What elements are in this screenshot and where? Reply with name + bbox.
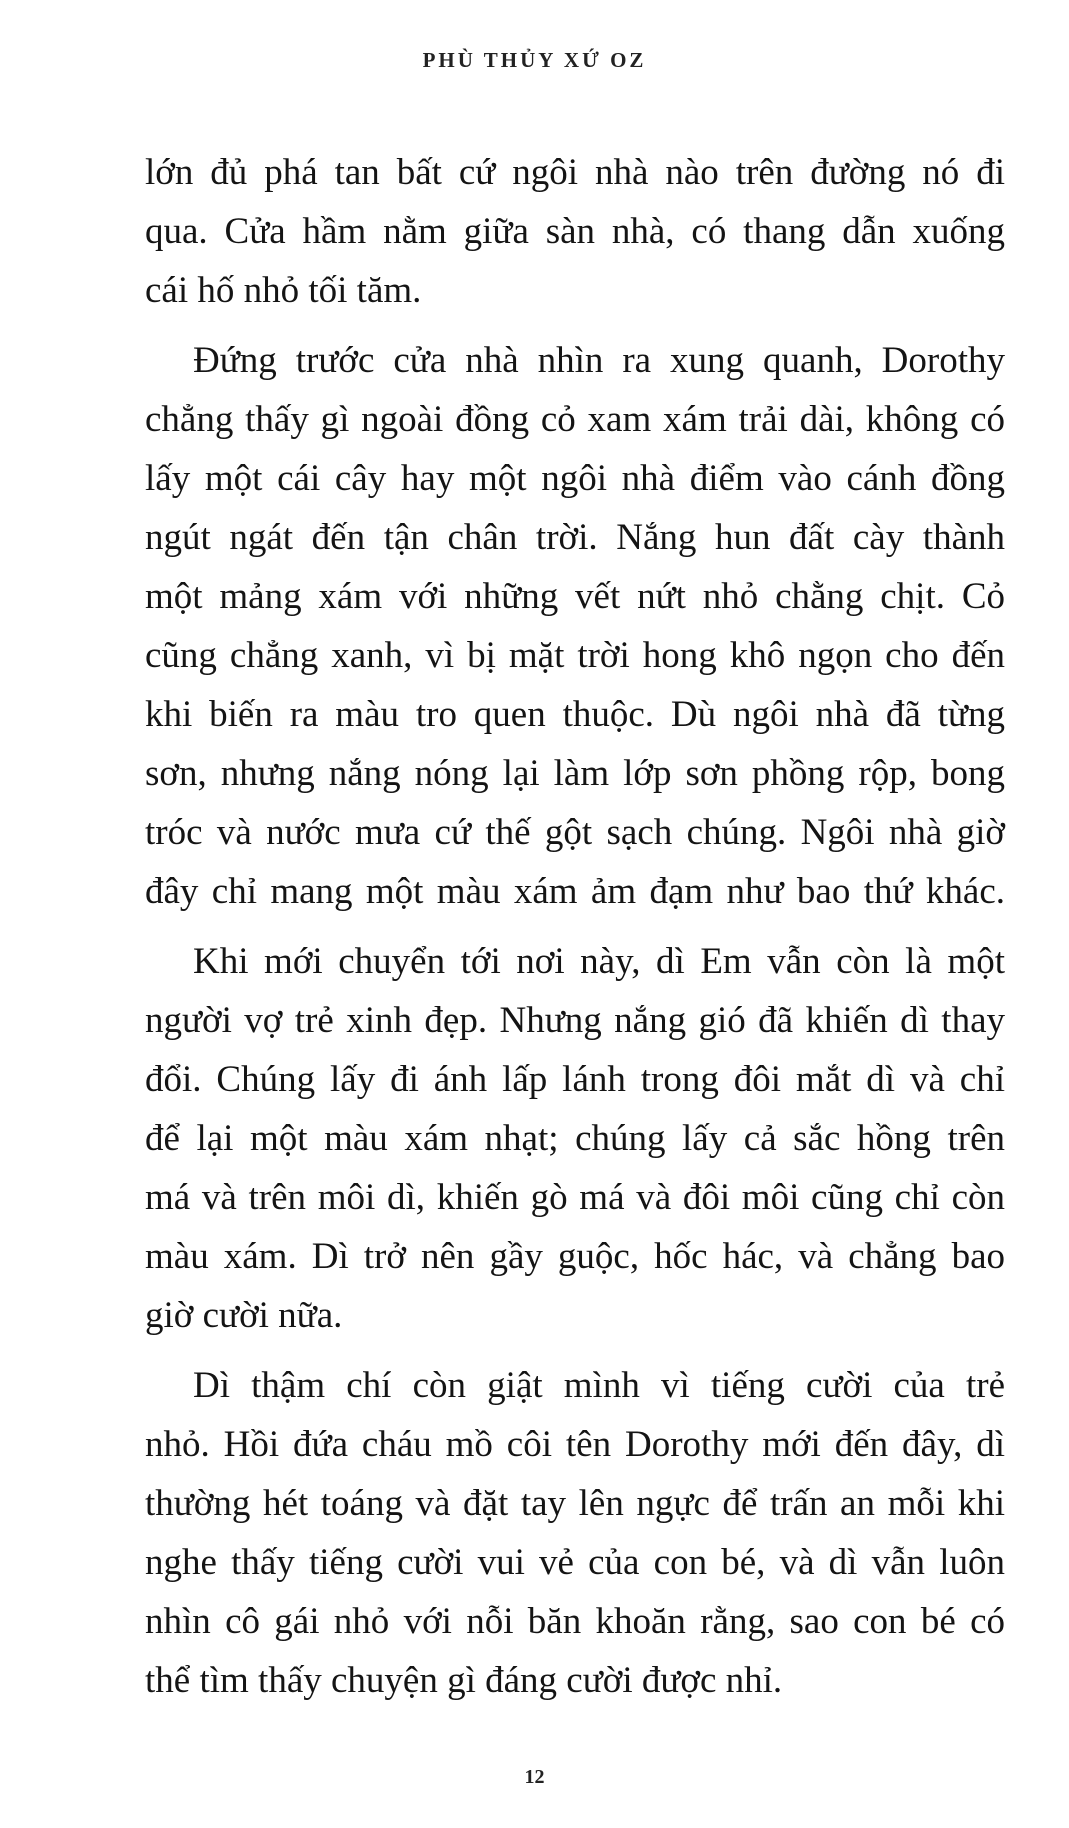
text-line: để lại một màu xám nhạt; chúng lấy cả sắc hồng trên <box>145 1118 1005 1159</box>
text-line: lớn đủ phá tan bất cứ ngôi nhà nào trên đường nó đi <box>145 152 1005 193</box>
text-line: sơn, nhưng nắng nóng lại làm lớp sơn phồng rộp, bong <box>145 753 1005 794</box>
page-number: 12 <box>524 1766 545 1788</box>
text-line: Khi mới chuyển tới nơi này, dì Em vẫn còn là một <box>193 941 1005 982</box>
text-line: giờ cười nữa. <box>145 1295 343 1336</box>
text-line: Dì thậm chí còn giật mình vì tiếng cười của trẻ <box>193 1365 1005 1406</box>
paragraph-1 <box>145 143 1005 320</box>
text-line: má và trên môi dì, khiến gò má và đôi môi cũng chỉ còn <box>145 1177 1005 1218</box>
text-line: tróc và nước mưa cứ thế gột sạch chúng. Ngôi nhà giờ <box>145 812 1005 853</box>
text-line: chẳng thấy gì ngoài đồng cỏ xam xám trải dài, không có <box>145 399 1005 440</box>
paragraph-4 <box>145 1356 1005 1710</box>
text-line: đổi. Chúng lấy đi ánh lấp lánh trong đôi mắt dì và chỉ <box>145 1059 1005 1100</box>
text-line: nhỏ. Hồi đứa cháu mồ côi tên Dorothy mới đến đây, dì <box>145 1424 1005 1465</box>
text-line: qua. Cửa hầm nằm giữa sàn nhà, có thang dẫn xuống <box>145 211 1005 252</box>
text-line: nhìn cô gái nhỏ với nỗi băn khoăn rằng, sao con bé có <box>145 1601 1005 1642</box>
text-line: màu xám. Dì trở nên gầy guộc, hốc hác, và chẳng bao <box>145 1236 1005 1277</box>
text-line: ngút ngát đến tận chân trời. Nắng hun đất cày thành <box>145 517 1005 558</box>
running-header-title: PHÙ THỦY XỨ OZ <box>422 48 647 72</box>
text-line: thường hét toáng và đặt tay lên ngực để trấn an mỗi khi <box>145 1483 1005 1524</box>
text-line: khi biến ra màu tro quen thuộc. Dù ngôi nhà đã từng <box>145 694 1005 735</box>
body-text <box>145 143 1005 1721</box>
text-line: lấy một cái cây hay một ngôi nhà điểm vào cánh đồng <box>145 458 1005 499</box>
text-line: đây chỉ mang một màu xám ảm đạm như bao thứ khác. <box>145 871 1005 912</box>
text-line: cái hố nhỏ tối tăm. <box>145 270 422 311</box>
text-line: cũng chẳng xanh, vì bị mặt trời hong khô ngọn cho đến <box>145 635 1005 676</box>
paragraph-2 <box>145 331 1005 921</box>
text-line: nghe thấy tiếng cười vui vẻ của con bé, và dì vẫn luôn <box>145 1542 1005 1583</box>
paragraph-3 <box>145 932 1005 1345</box>
text-line: Đứng trước cửa nhà nhìn ra xung quanh, Dorothy <box>193 340 1005 381</box>
text-line: một mảng xám với những vết nứt nhỏ chằng chịt. Cỏ <box>145 576 1005 617</box>
text-line: thể tìm thấy chuyện gì đáng cười được nhỉ. <box>145 1660 783 1701</box>
text-line: người vợ trẻ xinh đẹp. Nhưng nắng gió đã khiến dì thay <box>145 1000 1005 1041</box>
